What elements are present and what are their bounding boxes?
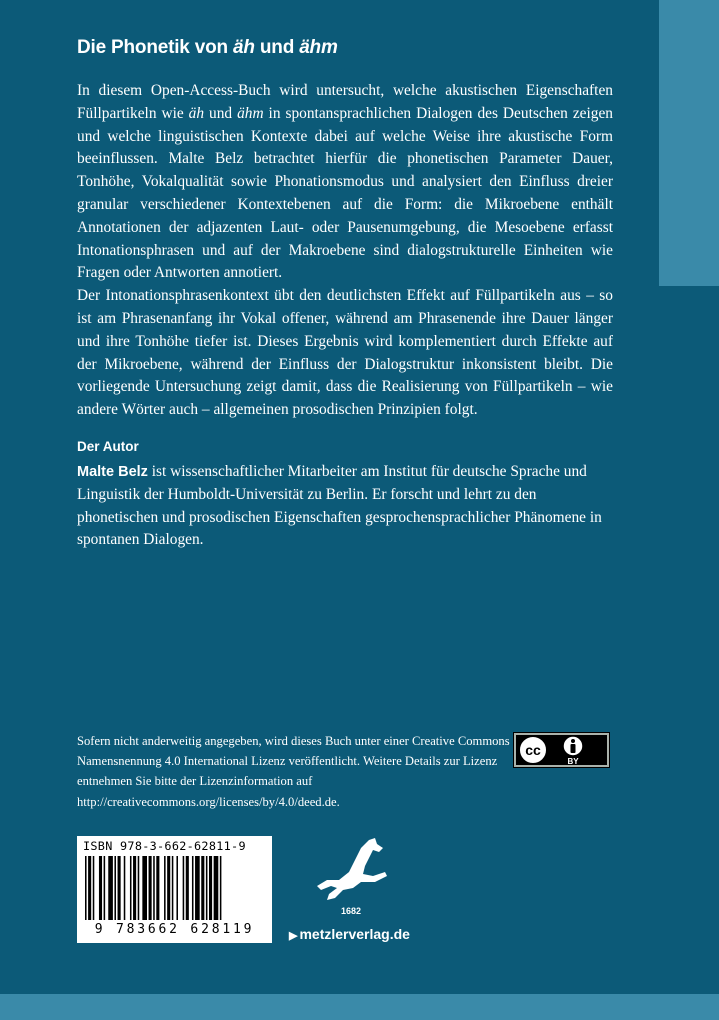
isbn-label: ISBN 978-3-662-62811-9 xyxy=(83,839,246,853)
publisher-link[interactable] xyxy=(289,926,410,942)
book-title: Die Phonetik von äh und ähm xyxy=(77,37,338,58)
barcode-bars xyxy=(85,856,265,924)
cc-by-license-icon xyxy=(513,732,610,768)
logo-year: 1682 xyxy=(340,906,362,916)
publisher-name: metzlerverlag.de xyxy=(299,926,410,942)
author-heading: Der Autor xyxy=(77,439,139,454)
barcode-digits: 9 783662 628119 xyxy=(94,922,255,937)
horse-logo-icon xyxy=(313,836,393,916)
by-badge-text: BY xyxy=(567,757,579,766)
blurb xyxy=(77,80,613,422)
blurb-paragraph-1: In diesem Open-Access-Buch wird untersucht, welche akustischen Eigenschaften Füllpartikeln wie äh und ähm in spontansprachlichen Dialogen des Deutschen zeigen und welche linguistischen Kontexte dabei auf welche Weise ihre akustische Form beeinflussen. Malte Belz betrachtet hierfür die phonetischen Parameter Dauer, Tonhöhe, Vokalqualität sowie Phonationsmodus und analysiert den Einfluss dreier granular verschiedener Kontextebenen auf die Form: die Mikroebene enthält Annotationen der adjazenten Laut- oder Pausenumgebung, die Mesoebene erfasst Intonationsphrasen und auf der Makroebene sind dialogstrukturelle Einheiten wie Fragen oder Antworten annotiert. xyxy=(77,82,614,282)
author-name: Malte Belz xyxy=(77,464,148,480)
decorative-side-strip xyxy=(659,0,719,286)
decorative-bottom-strip xyxy=(0,994,719,1020)
blurb-paragraph-2: Der Intonationsphrasenkontext übt den deutlichsten Effekt auf Füllpartikeln aus – so ist am Phrasenanfang ihr Vokal offener, während am Phrasenende ihre Dauer länger und ihre Tonhöhe tiefer ist. Dieses Ergebnis wird komplementiert durch Effekte auf der Mikroebene, während der Einfluss der Dialogstruktur inkonsistent bleibt. Die vorliegende Untersuchung zeigt damit, dass die Realisierung von Füllpartikeln – wie andere Wörter auch – allgemeinen prosodischen Prinzipien folgt. xyxy=(77,287,613,419)
triangle-arrow-icon: ▶ xyxy=(289,930,298,942)
license-text: Sofern nicht anderweitig angegeben, wird dieses Buch unter einer Creative Commons Namensnennung 4.0 International Lizenz veröffentlicht. Weitere Details zur Lizenz entnehmen Sie bitte der Lizenzinformation auf http://creativecommons.org/licenses/by/4.0/deed.de. xyxy=(77,734,510,809)
author-bio: Malte Belz ist wissenschaftlicher Mitarbeiter am Institut für deutsche Sprache und Linguistik der Humboldt-Universität zu Berlin. Er forscht und lehrt zu den phonetischen und prosodischen Eigenschaften gesprochensprachlicher Phänomene in spontanen Dialogen. xyxy=(77,463,602,549)
isbn-barcode xyxy=(77,836,272,943)
cc-badge-text: cc xyxy=(525,742,541,758)
